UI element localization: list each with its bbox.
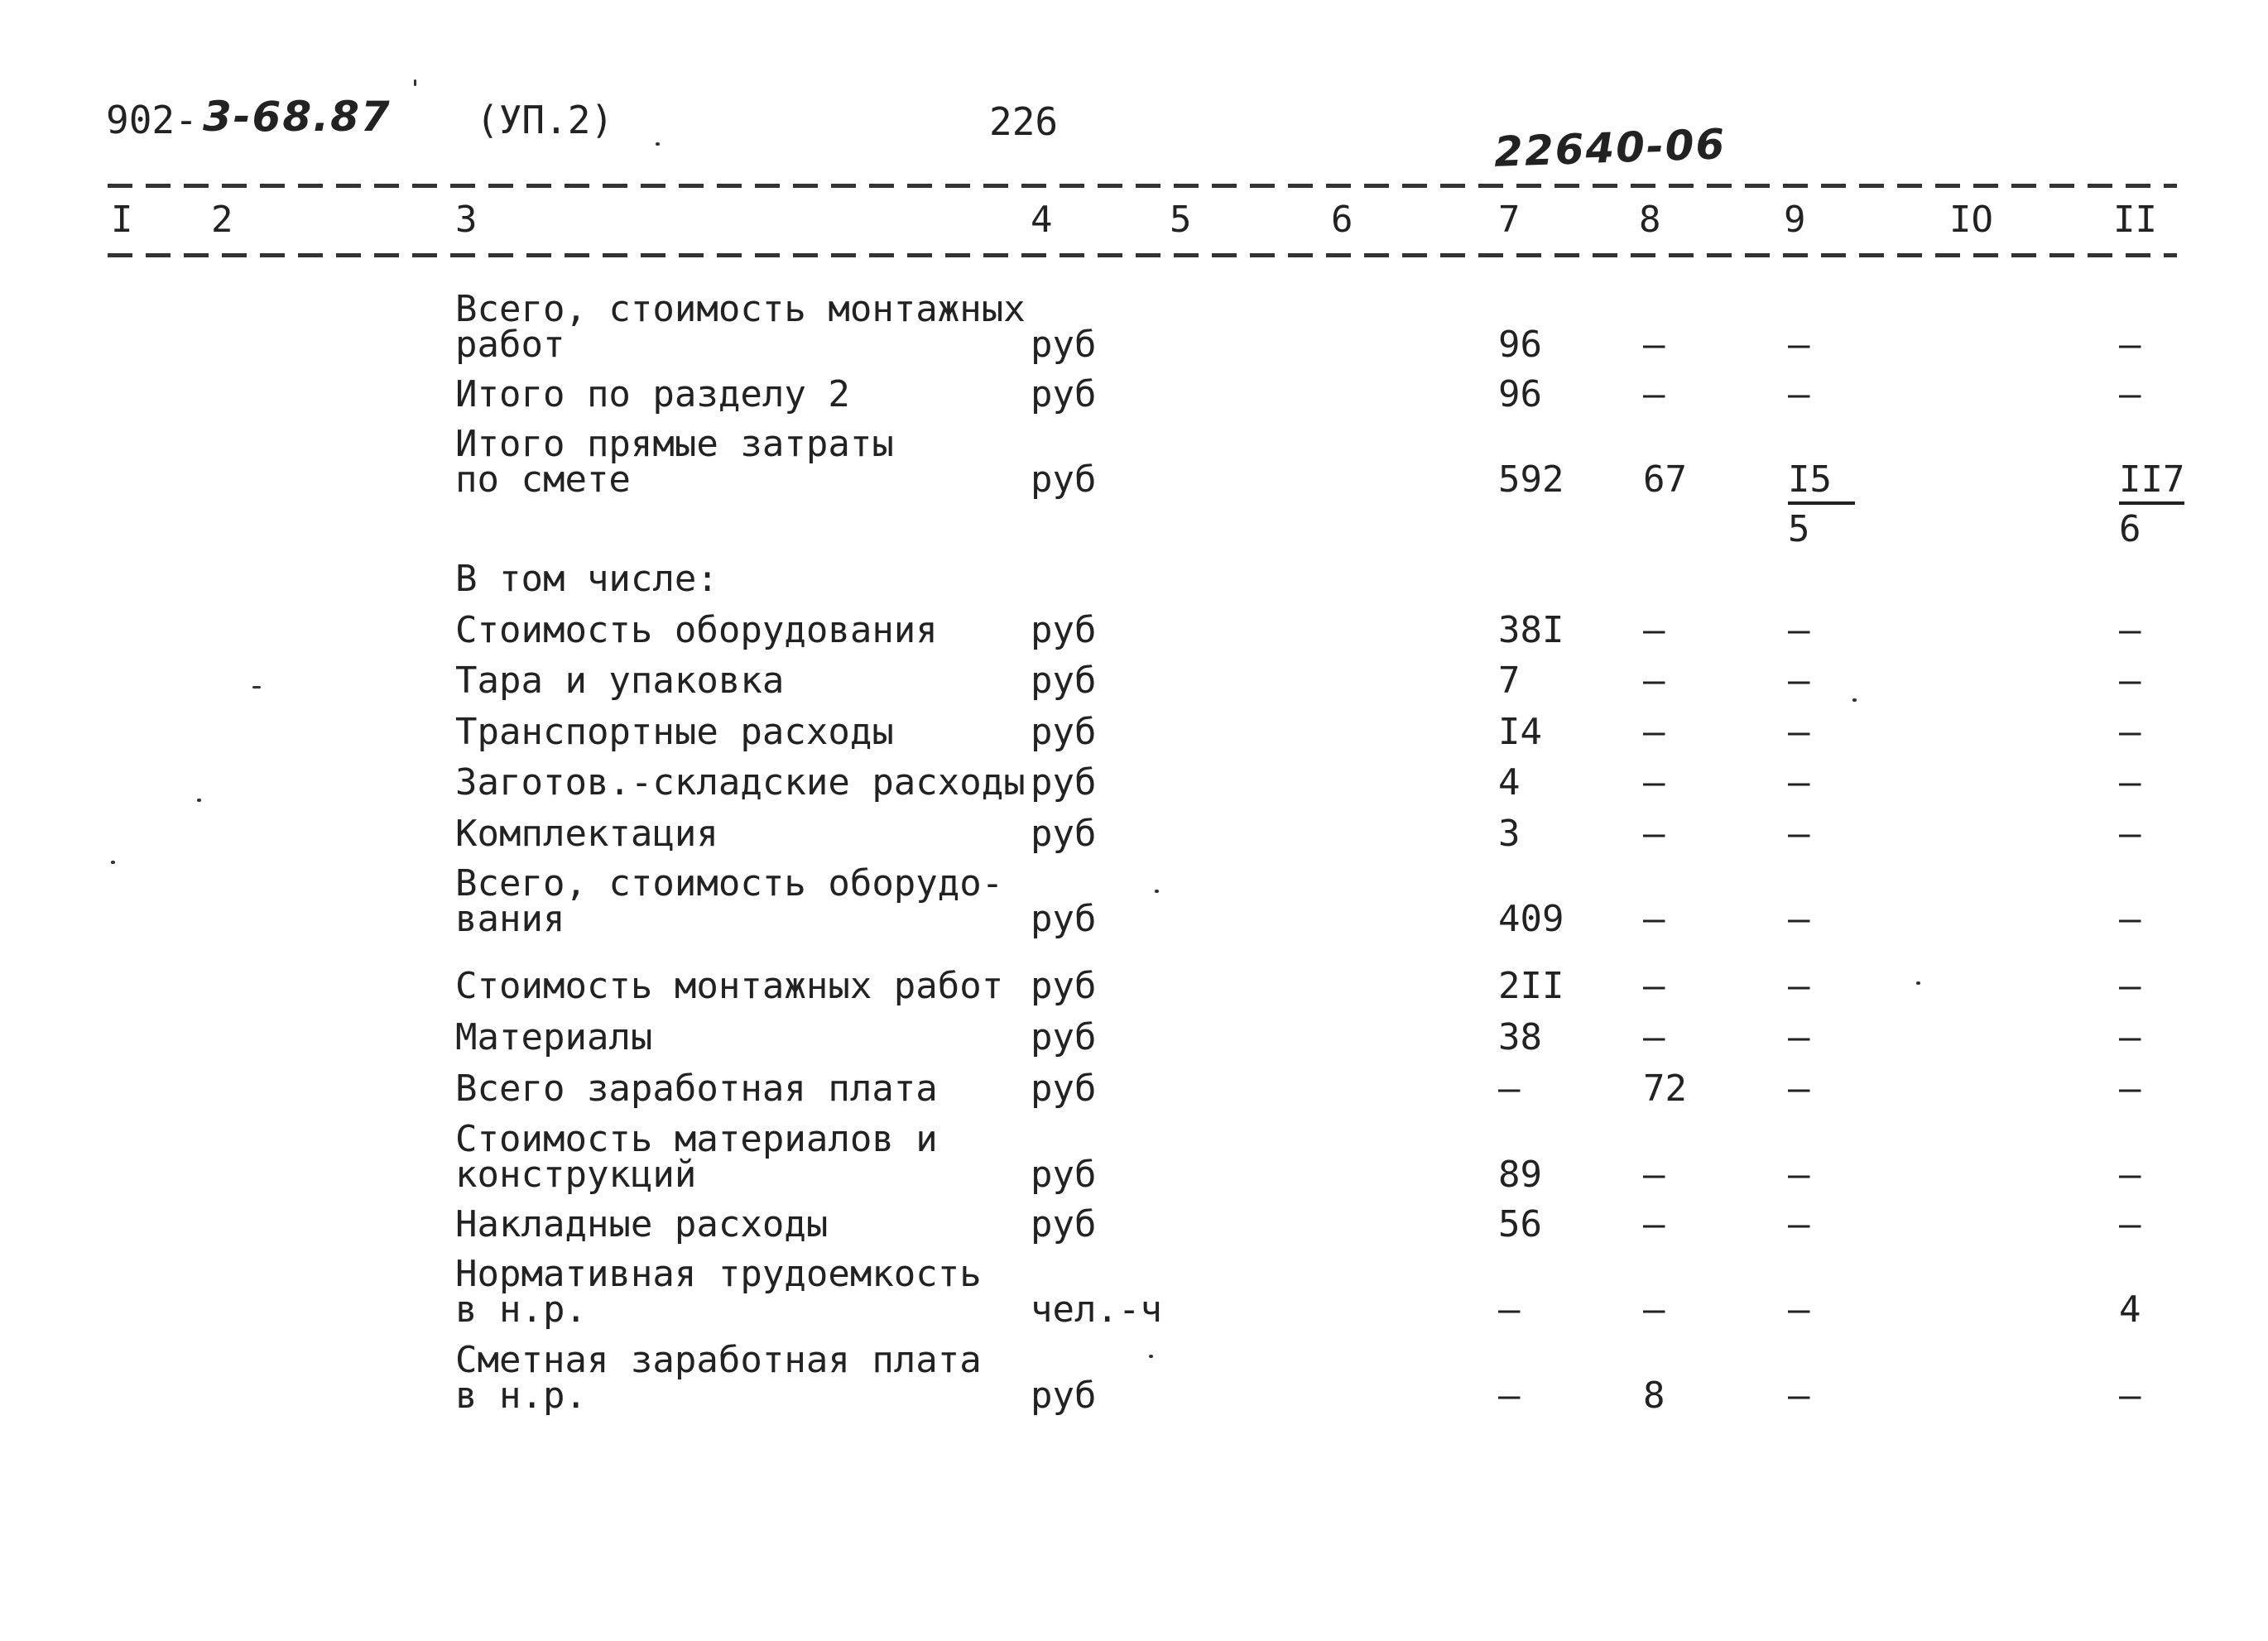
row-name-cont: вания <box>455 898 565 940</box>
header-rule-top <box>108 184 2177 188</box>
row-name-cont: работ <box>455 324 565 366</box>
row-unit: руб <box>1031 660 1097 702</box>
row-col7: 2II <box>1498 965 1564 1007</box>
row-unit: руб <box>1031 458 1097 501</box>
row-col7: – <box>1498 1068 1521 1110</box>
row-unit: руб <box>1031 965 1097 1007</box>
row-col8: – <box>1643 965 1665 1007</box>
row-col9: I5 <box>1788 462 1855 505</box>
row-name: В том числе: <box>455 558 718 600</box>
row-col9: – <box>1788 324 1810 366</box>
row-name: Стоимость оборудования <box>455 609 938 651</box>
row-col9: – <box>1788 1016 1810 1058</box>
row-col9: – <box>1788 1375 1810 1417</box>
row-col9-sub: 5 <box>1788 508 1810 550</box>
scan-speck <box>656 142 660 146</box>
row-unit: руб <box>1031 898 1097 940</box>
col-header-5: 5 <box>1170 199 1192 241</box>
row-col11: II7 <box>2119 462 2184 505</box>
row-col11: – <box>2119 1203 2141 1245</box>
col-header-11: II <box>2113 199 2157 241</box>
row-col11: – <box>2119 761 2141 804</box>
scan-speck <box>1852 698 1857 702</box>
row-col8: – <box>1643 1154 1665 1196</box>
col-header-6: 6 <box>1331 199 1353 241</box>
page-number: 226 <box>989 99 1059 144</box>
row-col7: I4 <box>1498 711 1542 753</box>
row-col8: 8 <box>1643 1375 1665 1417</box>
row-unit: руб <box>1031 813 1097 855</box>
row-unit: руб <box>1031 1203 1097 1245</box>
row-col8: – <box>1643 1288 1665 1331</box>
col-header-10: IO <box>1949 199 1993 241</box>
row-col7: 38 <box>1498 1016 1542 1058</box>
row-col9: – <box>1788 1203 1810 1245</box>
row-name: Всего, стоимость оборудо- <box>455 862 1004 904</box>
row-col7: 38I <box>1498 609 1564 651</box>
row-name: Всего заработная плата <box>455 1068 938 1110</box>
row-col7: 96 <box>1498 324 1542 366</box>
row-col8: – <box>1643 761 1665 804</box>
scan-speck <box>1916 981 1920 985</box>
col-header-9: 9 <box>1784 199 1806 241</box>
row-unit: руб <box>1031 1068 1097 1110</box>
row-col11: – <box>2119 609 2141 651</box>
row-col9: – <box>1788 965 1810 1007</box>
row-col8: – <box>1643 660 1665 702</box>
row-col7: 7 <box>1498 660 1521 702</box>
row-col8: – <box>1643 373 1665 415</box>
row-name: Нормативная трудоемкость <box>455 1253 982 1295</box>
row-name-cont: в н.р. <box>455 1288 587 1331</box>
row-col11-sub: 6 <box>2119 508 2141 550</box>
col-header-1: I <box>111 199 133 241</box>
row-col7: 409 <box>1498 898 1564 940</box>
row-name: Итого по разделу 2 <box>455 373 850 415</box>
row-name: Стоимость материалов и <box>455 1118 938 1160</box>
row-col11: – <box>2119 813 2141 855</box>
row-name: Тара и упаковка <box>455 660 785 702</box>
row-name-cont: в н.р. <box>455 1375 587 1417</box>
row-col7: 4 <box>1498 761 1521 804</box>
row-unit: руб <box>1031 324 1097 366</box>
row-unit: руб <box>1031 373 1097 415</box>
row-col7: 89 <box>1498 1154 1542 1196</box>
row-col9: – <box>1788 609 1810 651</box>
row-col7: – <box>1498 1375 1521 1417</box>
row-col8: – <box>1643 609 1665 651</box>
row-unit: руб <box>1031 1016 1097 1058</box>
row-col8: – <box>1643 1203 1665 1245</box>
row-col9: – <box>1788 761 1810 804</box>
row-col7: 592 <box>1498 458 1564 501</box>
row-col9: – <box>1788 1288 1810 1331</box>
row-col7: – <box>1498 1288 1521 1331</box>
row-name: Комплектация <box>455 813 718 855</box>
row-col8: – <box>1643 324 1665 366</box>
col-header-8: 8 <box>1639 199 1661 241</box>
row-col11: – <box>2119 711 2141 753</box>
scan-speck <box>197 799 201 802</box>
row-name: Стоимость монтажных работ <box>455 965 1004 1007</box>
row-col11: – <box>2119 1375 2141 1417</box>
row-col11: – <box>2119 373 2141 415</box>
series-number: 902- <box>106 98 198 142</box>
row-col9: – <box>1788 711 1810 753</box>
row-col11: – <box>2119 1068 2141 1110</box>
row-name: Итого прямые затраты <box>455 423 894 465</box>
row-name: Всего, стоимость монтажных <box>455 288 1026 330</box>
row-name: Материалы <box>455 1016 653 1058</box>
row-name: Сметная заработная плата <box>455 1339 982 1381</box>
row-col8: – <box>1643 813 1665 855</box>
row-col9: – <box>1788 373 1810 415</box>
row-col8: – <box>1643 1016 1665 1058</box>
row-col9: – <box>1788 898 1810 940</box>
row-unit: руб <box>1031 711 1097 753</box>
scan-speck <box>1149 1355 1153 1358</box>
row-col9: – <box>1788 813 1810 855</box>
scan-speck <box>252 686 261 689</box>
row-col11: – <box>2119 324 2141 366</box>
row-col9: – <box>1788 1154 1810 1196</box>
row-col11: – <box>2119 1154 2141 1196</box>
row-col11: – <box>2119 1016 2141 1058</box>
scan-speck <box>414 79 416 86</box>
scan-speck <box>1155 890 1159 893</box>
row-col8: 72 <box>1643 1068 1687 1110</box>
row-col7: 3 <box>1498 813 1521 855</box>
row-unit: руб <box>1031 1375 1097 1417</box>
row-unit: руб <box>1031 609 1097 651</box>
header-rule-bottom <box>108 253 2177 257</box>
row-col11: – <box>2119 660 2141 702</box>
row-col7: 96 <box>1498 373 1542 415</box>
series-handwritten: 3-68.87 <box>203 93 392 141</box>
col-header-7: 7 <box>1498 199 1521 241</box>
doc-code-handwritten: 22640-06 <box>1493 120 1727 176</box>
row-col8: – <box>1643 898 1665 940</box>
row-col11: – <box>2119 898 2141 940</box>
row-name-cont: конструкций <box>455 1154 697 1196</box>
row-name: Накладные расходы <box>455 1203 829 1245</box>
row-col7: 56 <box>1498 1203 1542 1245</box>
row-unit: чел.-ч <box>1031 1288 1162 1331</box>
row-col9: – <box>1788 1068 1810 1110</box>
row-name-cont: по смете <box>455 458 631 501</box>
row-name: Транспортные расходы <box>455 711 894 753</box>
scan-speck <box>111 861 115 864</box>
row-col11: 4 <box>2119 1288 2141 1331</box>
col-header-4: 4 <box>1031 199 1053 241</box>
col-header-3: 3 <box>455 199 478 241</box>
row-col9: – <box>1788 660 1810 702</box>
row-unit: руб <box>1031 1154 1097 1196</box>
col-header-2: 2 <box>211 199 233 241</box>
row-name: Заготов.-складские расходы <box>455 761 1026 804</box>
row-col8: 67 <box>1643 458 1687 501</box>
row-col8: – <box>1643 711 1665 753</box>
album-code: (УП.2) <box>476 98 614 142</box>
row-col11: – <box>2119 965 2141 1007</box>
row-unit: руб <box>1031 761 1097 804</box>
